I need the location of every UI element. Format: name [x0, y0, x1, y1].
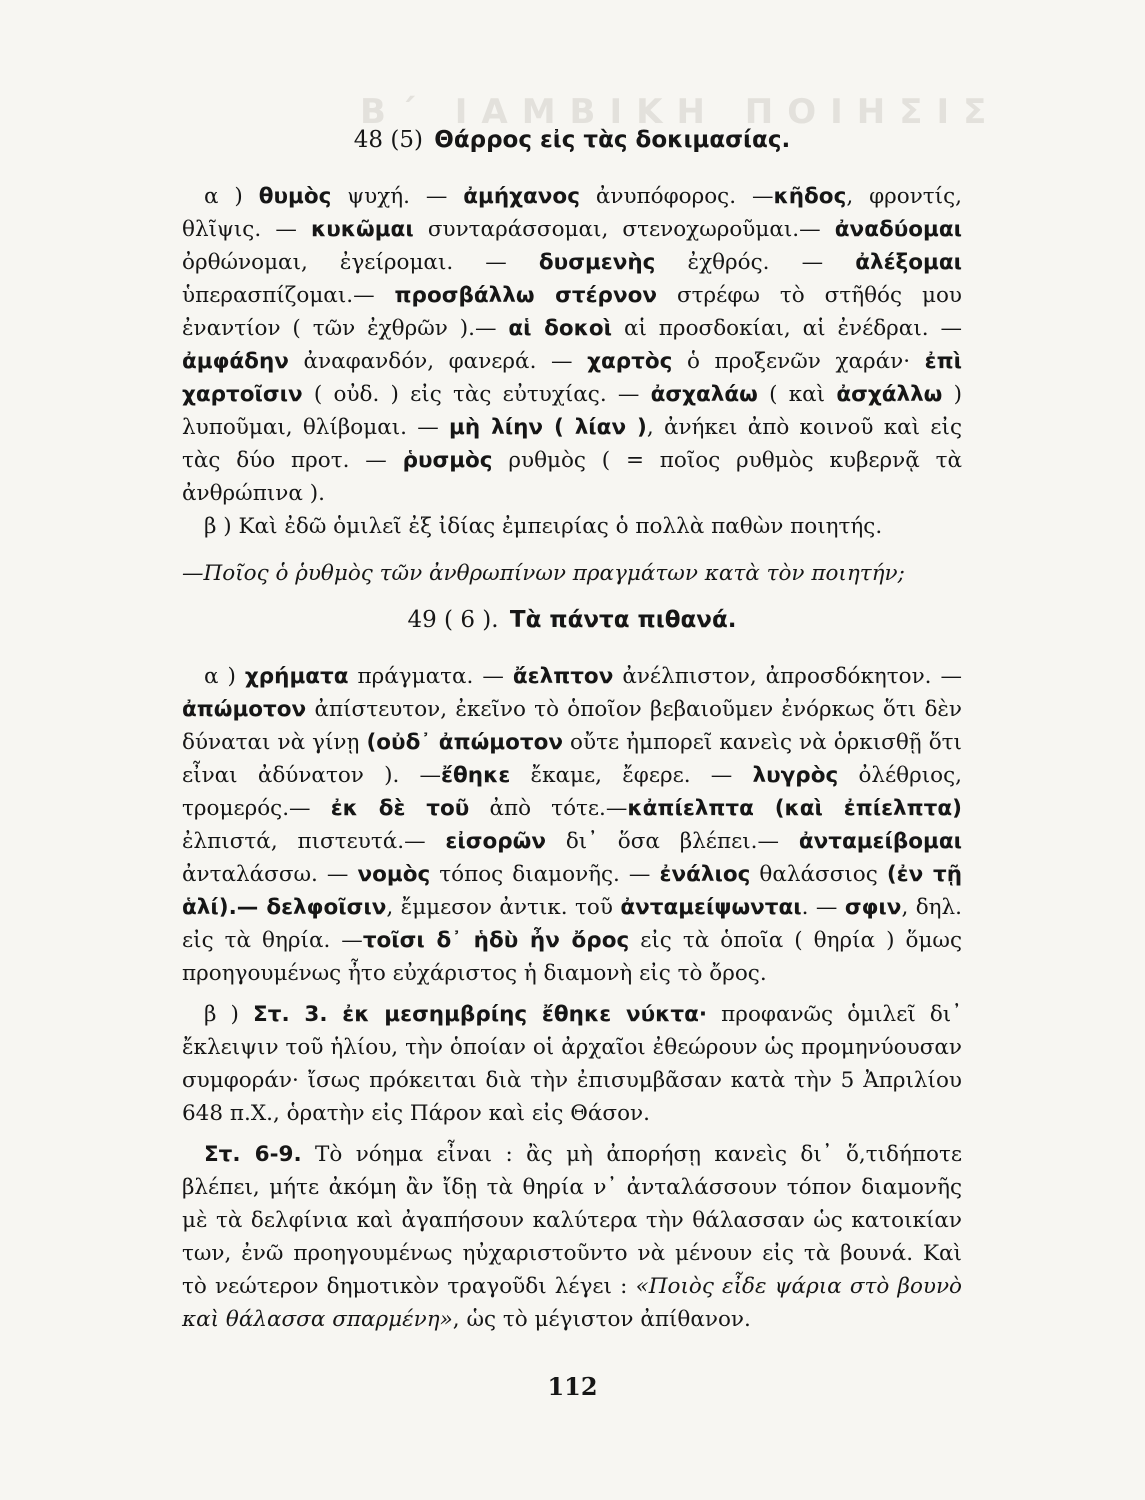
section-48-title: Θάρρος εἰς τὰς δοκιμασίας.: [434, 127, 791, 153]
show-through-heading: Β΄ ΙΑΜΒΙΚΗ ΠΟΙΗΣΙΣ: [360, 92, 1001, 132]
section-49-paragraph-c: Στ. 6-9. Τὸ νόημα εἶναι : ἂς μὴ ἀπορήσῃ κανεὶς δι᾽ ὅ,τιδήποτε βλέπει, μήτε ἀκόμη ἂν ἴδῃ τὰ θηρία ν᾽ ἀνταλάσσουν τόπον διαμονῆς μὲ τὰ δελφίνια καὶ ἀγαπήσουν καλύτερα τὴν θάλασσαν ὡς κατοικίαν των, ἐνῶ προηγουμένως ηὐχαριστοῦντο νὰ μένουν εἰς τὰ βουνά. Καὶ τὸ νεώτερον δημοτικὸν τραγοῦδι λέγει : «Ποιὸς εἶδε ψάρια στὸ βουνὸ καὶ θάλασσα σπαρμένη», ὡς τὸ μέγιστον ἀπίθανον.: [182, 1142, 962, 1332]
page-number: 112: [547, 1372, 598, 1401]
page-body: [182, 120, 962, 1336]
section-49-title: Τὰ πάντα πιθανά.: [509, 607, 737, 633]
section-49-paragraph-a: α ) χρήματα πράγματα. — ἄελπτον ἀνέλπιστον, ἀπροσδόκητον. — ἀπώμοτον ἀπίστευτον, ἐκεῖνο τὸ ὁποῖον βεβαιοῦμεν ἐνόρκως ὅτι δὲν δύναται νὰ γίνῃ (οὐδ᾽ ἀπώμοτον οὔτε ἠμπορεῖ κανεὶς νὰ ὁρκισθῇ ὅτι εἶναι ἀδύνατον ). —ἔθηκε ἔκαμε, ἔφερε. — λυγρὸς ὀλέθριος, τρομερός.— ἐκ δὲ τοῦ ἀπὸ τότε.—κἀπίελπτα (καὶ ἐπίελπτα) ἐλπιστά, πιστευτά.— εἰσορῶν δι᾽ ὅσα βλέπει.— ἀνταμείβομαι ἀνταλάσσω. — νομὸς τόπος διαμονῆς. — ἐνάλιος θαλάσσιος (ἐν τῇ ἁλί).— δελφοῖσιν, ἔμμεσον ἀντικ. τοῦ ἀνταμείψωνται. — σφιν, δηλ. εἰς τὰ θηρία. —τοῖσι δ᾽ ἡδὺ ἦν ὄρος εἰς τὰ ὁποῖα ( θηρία ) ὅμως προηγουμένως ἦτο εὐχάριστος ἡ διαμονὴ εἰς τὸ ὄρος.: [182, 664, 963, 986]
section-49-paragraph-b: β ) Στ. 3. ἐκ μεσημβρίης ἔθηκε νύκτα· προφανῶς ὁμιλεῖ δι᾽ ἔκλειψιν τοῦ ἡλίου, τὴν ὁποίαν οἱ ἀρχαῖοι ἐθεώρουν ὡς προμηνύουσαν συμφοράν· ἴσως πρόκειται διὰ τὴν ἐπισυμβᾶσαν κατὰ τὴν 5 Ἀπριλίου 648 π.Χ., ὁρατὴν εἰς Πάρον καὶ εἰς Θάσον.: [182, 1002, 962, 1126]
section-48-question: —Ποῖος ὁ ῥυθμὸς τῶν ἀνθρωπίνων πραγμάτων κατὰ τὸν ποιητήν;: [182, 561, 905, 586]
section-49-heading: [182, 600, 962, 640]
section-49-number: 49 ( 6 ).: [407, 607, 499, 633]
section-48-heading: [182, 120, 962, 160]
section-48-number: 48 (5): [353, 127, 423, 153]
section-48-paragraph-b: β ) Καὶ ἐδῶ ὁμιλεῖ ἐξ ἰδίας ἐμπειρίας ὁ πολλὰ παθὼν ποιητής.: [204, 514, 883, 539]
section-48-paragraph-a: α ) θυμὸς ψυχή. — ἀμήχανος ἀνυπόφορος. —κῆδος, φροντίς, θλῖψις. — κυκῶμαι συνταράσσομαι, στενοχωροῦμαι.— ἀναδύομαι ὀρθώνομαι, ἐγείρομαι. — δυσμενὴς ἐχθρός. — ἀλέξομαι ὑπερασπίζομαι.— προσβάλλω στέρνον στρέφω τὸ στῆθός μου ἐναντίον ( τῶν ἐχθρῶν ).— αἱ δοκοὶ αἱ προσδοκίαι, αἱ ἐνέδραι. — ἀμφάδην ἀναφανδόν, φανερά. — χαρτὸς ὁ προξενῶν χαράν· ἐπὶ χαρτοῖσιν ( οὐδ. ) εἰς τὰς εὐτυχίας. — ἀσχαλάω ( καὶ ἀσχάλλω ) λυποῦμαι, θλίβομαι. — μὴ λίην ( λίαν ), ἀνήκει ἀπὸ κοινοῦ καὶ εἰς τὰς δύο προτ. — ῥυσμὸς ρυθμὸς ( = ποῖος ρυθμὸς κυβερνᾷ τὰ ἀνθρώπινα ).: [182, 184, 962, 506]
